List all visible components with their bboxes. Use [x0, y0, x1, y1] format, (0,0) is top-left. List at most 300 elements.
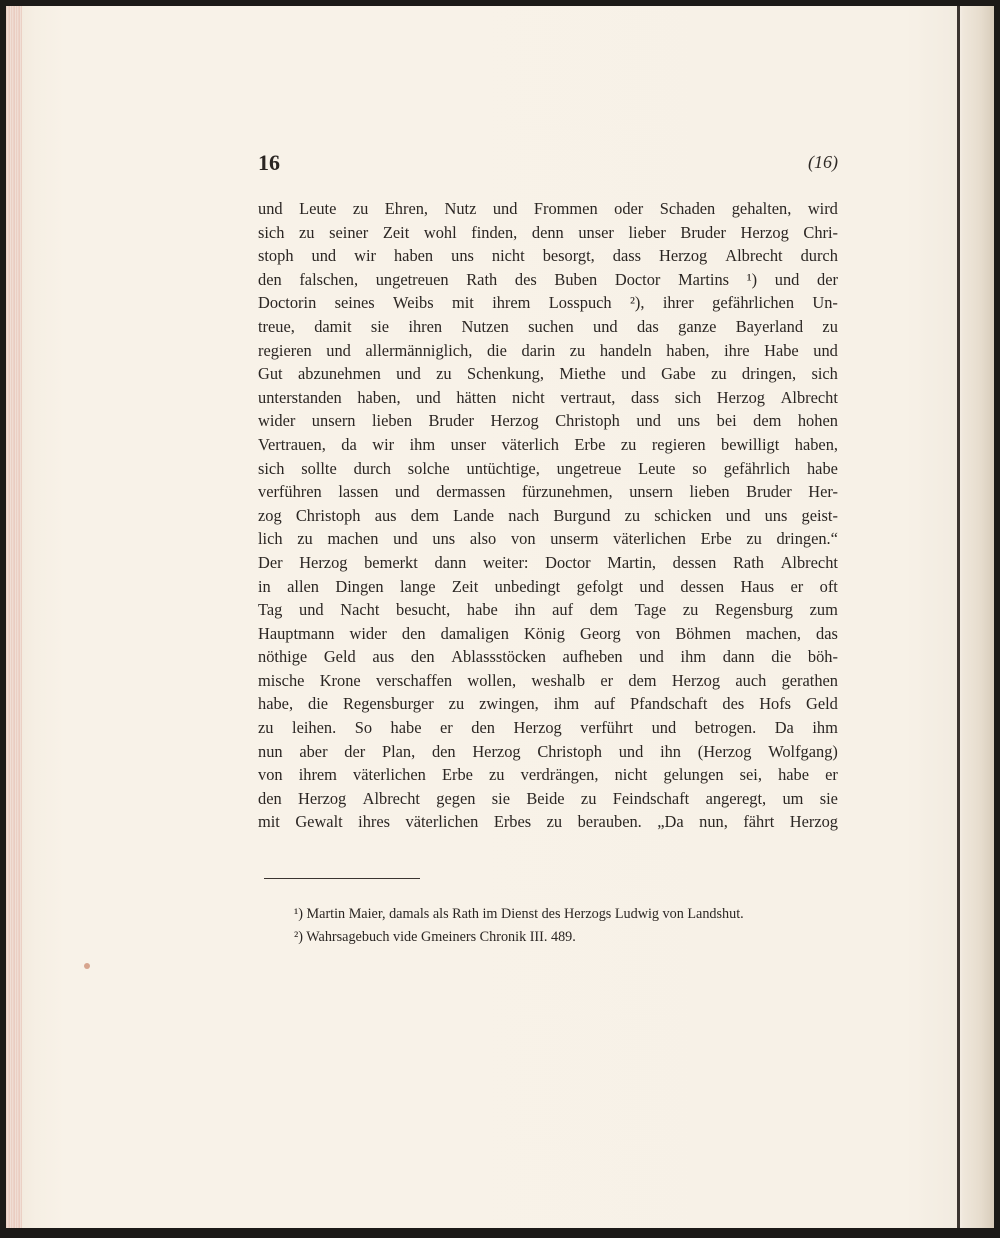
word: besorgt,: [542, 246, 595, 266]
word: fürzunehmen,: [522, 482, 613, 502]
word: wird: [807, 199, 838, 218]
word: Herzog: [658, 246, 708, 266]
word: zu: [297, 529, 313, 549]
word: und: [639, 647, 664, 667]
word: damaligen: [440, 623, 509, 643]
word: Gewalt: [295, 812, 343, 832]
word: allen: [287, 576, 319, 596]
word: habe,: [258, 694, 294, 714]
word: unser: [578, 222, 614, 242]
word: ihm: [409, 434, 436, 454]
word: wohl: [423, 222, 457, 242]
word: aufheben: [562, 647, 623, 667]
word: zu: [620, 434, 637, 454]
word: der: [344, 741, 366, 761]
word: durch: [353, 458, 391, 478]
word: Christoph: [555, 411, 620, 431]
word: zu: [258, 718, 274, 738]
word: Schenkung,: [467, 364, 544, 384]
word: und: [636, 411, 661, 431]
text-line: [258, 740, 838, 764]
word: den: [258, 788, 282, 808]
word: dem: [410, 505, 439, 525]
word: Bruder: [746, 482, 792, 502]
word: mit: [258, 812, 280, 832]
text-line: [258, 504, 838, 528]
word: Krone: [319, 670, 361, 690]
word: dem: [589, 600, 618, 620]
word: geist-: [801, 505, 838, 525]
word: Herzog: [716, 387, 765, 407]
footnotes: [294, 903, 854, 949]
word: Doctorin: [258, 293, 317, 313]
word: regieren: [651, 434, 706, 454]
word: also: [469, 529, 497, 549]
word: finden,: [471, 222, 518, 242]
word: gehalten,: [731, 199, 792, 218]
word: zu: [448, 694, 465, 714]
body-text: [258, 197, 838, 834]
word: zu: [436, 364, 452, 384]
word: und: [299, 600, 324, 620]
word: berauben.: [577, 812, 642, 832]
word: uns: [677, 411, 701, 431]
word: zu: [711, 364, 727, 384]
word: Plan,: [381, 741, 416, 761]
word: den: [431, 741, 456, 761]
word: machen,: [745, 623, 801, 643]
word: wider: [349, 623, 387, 643]
word: wir: [372, 434, 395, 454]
text-line: [258, 221, 838, 245]
word: verführt: [580, 718, 634, 738]
word: habe: [806, 458, 838, 478]
word: Regensburg: [715, 600, 793, 620]
text-line: [258, 645, 838, 669]
word: seines: [334, 293, 375, 313]
word: Haus: [740, 576, 775, 596]
word: Un-: [812, 293, 838, 313]
word: Ehren,: [384, 199, 429, 218]
text-line: [258, 339, 838, 363]
word: väterlichen: [353, 765, 426, 785]
word: Tag: [258, 600, 283, 620]
word: Losspuch: [548, 293, 612, 313]
word: dessen: [672, 552, 717, 572]
word: haben: [393, 246, 434, 266]
text-line: [258, 598, 838, 622]
word: sie: [819, 788, 838, 808]
word: sich: [258, 458, 285, 478]
word: der: [817, 269, 838, 289]
word: unsern: [629, 482, 673, 502]
word: Tage: [634, 600, 667, 620]
word: Burgund: [553, 505, 611, 525]
word: ihrem: [492, 293, 531, 313]
word: wollen,: [467, 670, 517, 690]
word: zu: [489, 765, 505, 785]
word: Zeit: [382, 222, 410, 242]
word: das: [636, 316, 659, 336]
footnote: [294, 926, 854, 949]
word: und: [326, 340, 351, 360]
word: dessen: [680, 576, 725, 596]
word: väterlich: [501, 434, 559, 454]
word: Regensburger: [342, 694, 434, 714]
word: Buben: [554, 269, 598, 289]
text-line: [258, 480, 838, 504]
word: Herzog: [299, 552, 348, 572]
word: zu: [746, 529, 762, 549]
word: unser: [450, 434, 487, 454]
footnote-rule: [264, 878, 420, 879]
word: Nutzen: [461, 316, 509, 336]
word: verschaffen: [375, 670, 453, 690]
word: abzunehmen: [297, 364, 381, 384]
word: Bayerland: [735, 316, 804, 336]
word: und: [258, 199, 283, 218]
word: nöthige: [258, 647, 308, 667]
word: lieber: [628, 222, 666, 242]
word: Christoph: [295, 505, 361, 525]
word: ihm: [812, 718, 838, 738]
word: Her-: [808, 482, 838, 502]
word: böh-: [807, 647, 838, 667]
word: auch: [735, 670, 767, 690]
word: (Herzog: [697, 741, 752, 761]
text-line: [258, 527, 838, 551]
word: väterlichen: [405, 812, 479, 832]
word: gefolgt: [576, 576, 624, 596]
word: die: [308, 694, 329, 714]
word: mische: [258, 670, 305, 690]
word: nicht: [491, 246, 525, 266]
word: König: [523, 623, 565, 643]
word: denn: [531, 222, 564, 242]
word: darin: [521, 340, 556, 360]
word: haben,: [357, 387, 401, 407]
word: dass: [612, 246, 641, 266]
word: und: [593, 316, 618, 336]
word: und: [621, 364, 646, 384]
word: zu: [682, 600, 699, 620]
word: sie: [370, 316, 390, 336]
word: den: [258, 269, 282, 289]
word: ihn: [660, 741, 682, 761]
word: Frommen: [533, 199, 598, 218]
word: Hofs: [759, 694, 792, 714]
word: unbedingt: [494, 576, 561, 596]
word: Doctor: [614, 269, 661, 289]
word: Beide: [526, 788, 565, 808]
word: von: [635, 623, 661, 643]
word: Der: [258, 552, 283, 572]
word: er: [440, 718, 453, 738]
text-line: [258, 763, 838, 787]
word: hohen: [797, 411, 838, 431]
footnote-mark: ²): [294, 929, 303, 945]
word: betrogen.: [694, 718, 757, 738]
word: ²),: [629, 293, 645, 313]
word: Albrecht: [362, 788, 420, 808]
word: ihrer: [662, 293, 694, 313]
text-line: [258, 315, 838, 339]
text-line: [258, 244, 838, 268]
word: Nacht: [340, 600, 380, 620]
word: und: [416, 387, 441, 407]
word: machen: [327, 529, 379, 549]
word: die: [771, 647, 792, 667]
original-page-number: (16): [808, 152, 838, 172]
word: ungetreue: [556, 458, 622, 478]
word: sollte: [301, 458, 337, 478]
word: Herzog: [298, 788, 347, 808]
word: handeln: [599, 340, 652, 360]
word: dringen.“: [776, 529, 838, 549]
word: durch: [800, 246, 838, 266]
word: weiter:: [482, 552, 529, 572]
word: Bruder: [428, 411, 475, 431]
page-edge-left: [6, 6, 22, 1228]
word: habe: [778, 765, 810, 785]
word: stoph: [258, 246, 294, 266]
text-line: [258, 669, 838, 693]
word: und: [651, 718, 677, 738]
word: und: [774, 269, 800, 289]
text-line: [258, 716, 838, 740]
word: seiner: [329, 222, 369, 242]
word: nach: [508, 505, 540, 525]
word: um: [782, 788, 804, 808]
text-line: [258, 787, 838, 811]
word: schicken: [654, 505, 712, 525]
word: Georg: [579, 623, 621, 643]
word: Hauptmann: [258, 623, 335, 643]
word: und: [639, 576, 664, 596]
word: ihm: [680, 647, 707, 667]
word: allermänniglich,: [365, 340, 473, 360]
word: und: [393, 529, 418, 549]
word: uns: [432, 529, 456, 549]
word: solche: [407, 458, 450, 478]
word: den: [471, 718, 495, 738]
word: nun: [258, 741, 283, 761]
text-line: [258, 810, 838, 834]
word: Erbe: [700, 529, 732, 549]
word: nicht: [614, 765, 648, 785]
word: Herzog: [490, 411, 539, 431]
word: ganze: [678, 316, 717, 336]
word: habe: [466, 600, 498, 620]
word: gegen: [436, 788, 476, 808]
footnote-text: Martin Maier, damals als Rath im Dienst des Herzogs Ludwig von Landshut.: [306, 906, 744, 922]
word: gefährlichen: [712, 293, 795, 313]
word: zu: [546, 812, 563, 832]
footnote-mark: ¹): [294, 906, 303, 922]
word: Geld: [323, 647, 356, 667]
text-line: [258, 457, 838, 481]
word: dem: [753, 411, 782, 431]
word: Rath: [732, 552, 764, 572]
word: Martins: [678, 269, 730, 289]
word: er: [600, 670, 614, 690]
word: habe: [390, 718, 422, 738]
page-header: [258, 150, 838, 176]
word: des: [722, 694, 745, 714]
word: Miethe: [559, 364, 606, 384]
word: Habe: [764, 340, 799, 360]
word: zu: [352, 199, 369, 218]
word: die: [486, 340, 507, 360]
word: da: [341, 434, 357, 454]
word: Doctor: [545, 552, 591, 572]
word: bewilligt: [721, 434, 780, 454]
word: haben,: [794, 434, 838, 454]
word: und: [618, 741, 644, 761]
word: bemerkt: [364, 552, 418, 572]
text-line: [258, 575, 838, 599]
word: Dingen: [335, 576, 384, 596]
text-line: [258, 268, 838, 292]
word: sie: [491, 788, 510, 808]
word: Chri-: [803, 222, 838, 242]
word: Da: [774, 718, 794, 738]
word: Geld: [806, 694, 838, 714]
word: Ablassstöcken: [451, 647, 546, 667]
word: Martin,: [607, 552, 656, 572]
word: sich: [258, 222, 285, 242]
word: und: [395, 482, 420, 502]
word: Leute: [299, 199, 337, 218]
word: Gut: [258, 364, 283, 384]
footnote-text: Wahrsagebuch vide Gmeiners Chronik III. 489.: [306, 929, 576, 945]
word: wir: [354, 246, 376, 266]
word: in: [258, 576, 271, 596]
word: untüchtige,: [466, 458, 540, 478]
word: ungetreuen: [375, 269, 449, 289]
word: Herzog: [671, 670, 721, 690]
word: treue,: [258, 316, 295, 336]
word: angeregt,: [705, 788, 767, 808]
word: ihren: [408, 316, 443, 336]
word: ihres: [358, 812, 391, 832]
word: Albrecht: [725, 246, 783, 266]
word: Leute: [638, 458, 676, 478]
text-line: [258, 386, 838, 410]
text-line: [258, 551, 838, 575]
word: oder: [614, 199, 644, 218]
word: Erbes: [493, 812, 532, 832]
footnote: [294, 903, 854, 926]
word: Pfandschaft: [630, 694, 708, 714]
text-line: [258, 433, 838, 457]
page-edge-right: [962, 6, 994, 1228]
word: So: [354, 718, 373, 738]
word: von: [258, 765, 283, 785]
word: Bruder: [680, 222, 726, 242]
text-line: [258, 409, 838, 433]
word: dem: [628, 670, 657, 690]
word: aber: [299, 741, 328, 761]
word: hätten: [456, 387, 497, 407]
word: zu: [822, 316, 838, 336]
word: auf: [594, 694, 616, 714]
word: väterlichen: [613, 529, 686, 549]
word: Gabe: [661, 364, 696, 384]
word: dass: [630, 387, 660, 407]
word: mit: [451, 293, 474, 313]
word: Weibs: [393, 293, 434, 313]
word: ihm: [553, 694, 580, 714]
word: des: [514, 269, 537, 289]
word: nicht: [511, 387, 545, 407]
word: er: [825, 765, 838, 785]
word: weshalb: [531, 670, 586, 690]
word: von: [510, 529, 536, 549]
text-line: [258, 291, 838, 315]
word: Schaden: [659, 199, 716, 218]
page-number: 16: [258, 150, 280, 175]
word: oft: [819, 576, 838, 596]
word: gefährlich: [723, 458, 791, 478]
word: suchen: [528, 316, 574, 336]
word: lieben: [371, 411, 413, 431]
word: Herzog: [740, 222, 789, 242]
word: und: [311, 246, 337, 266]
text-line: [258, 197, 838, 221]
word: bei: [716, 411, 737, 431]
word: dann: [722, 647, 755, 667]
word: den: [410, 647, 435, 667]
word: sei,: [739, 765, 762, 785]
word: gelungen: [663, 765, 724, 785]
word: damit: [314, 316, 352, 336]
word: Rath: [466, 269, 498, 289]
word: „Da: [657, 812, 684, 832]
word: zu: [569, 340, 586, 360]
word: Erbe: [574, 434, 606, 454]
word: Feindschaft: [612, 788, 690, 808]
word: Herzog: [472, 741, 521, 761]
word: verführen: [258, 482, 322, 502]
word: und: [396, 364, 421, 384]
word: lieben: [689, 482, 730, 502]
word: das: [816, 623, 838, 643]
word: fährt: [743, 812, 775, 832]
text-line: [258, 362, 838, 386]
word: Albrecht: [780, 387, 838, 407]
word: regieren: [258, 340, 312, 360]
word: vertraut,: [560, 387, 616, 407]
word: ihn: [514, 600, 536, 620]
word: zu: [299, 222, 315, 242]
word: besucht,: [396, 600, 451, 620]
word: aus: [372, 647, 395, 667]
word: falschen,: [299, 269, 359, 289]
word: Christoph: [537, 741, 602, 761]
word: unsern: [311, 411, 356, 431]
word: zu: [580, 788, 597, 808]
word: Lande: [453, 505, 495, 525]
page-fold: [957, 6, 960, 1228]
word: zwingen,: [479, 694, 539, 714]
word: unterstanden: [258, 387, 342, 407]
word: Herzog: [513, 718, 562, 738]
word: gerathen: [781, 670, 838, 690]
word: zu: [624, 505, 641, 525]
word: wider: [258, 411, 296, 431]
word: uns: [764, 505, 788, 525]
